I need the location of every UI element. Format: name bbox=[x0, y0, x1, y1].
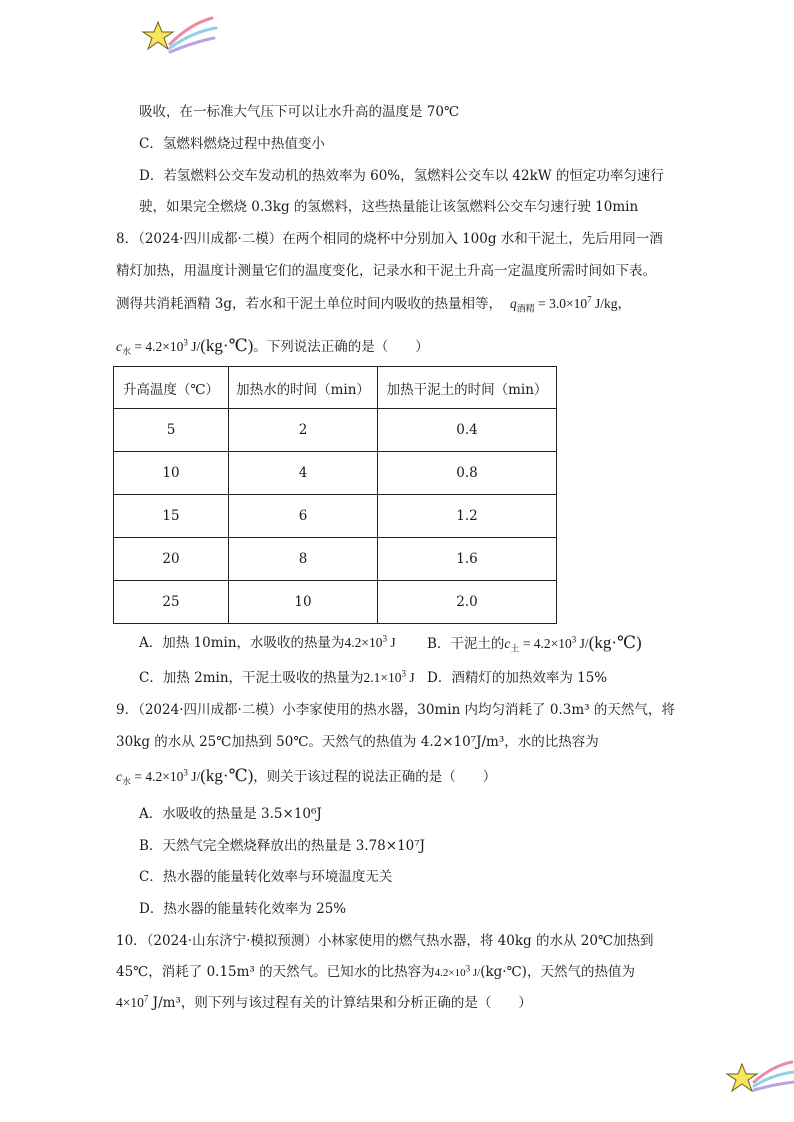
q10-stem-line1: 10．（2024·山东济宁·模拟预测）小林家使用的燃气热水器，将 40kg 的水从 20℃加热到 bbox=[116, 933, 654, 949]
q8-stem-line3: 测得共消耗酒精 3g，若水和干泥土单位时间内吸收的热量相等， $q_{酒精} = 3.0\times 10^7$ J/kg， bbox=[116, 294, 632, 314]
table-cell: 1.2 bbox=[378, 495, 557, 538]
table-cell: 8 bbox=[229, 538, 378, 581]
table-header-cell: 升高温度（℃） bbox=[114, 367, 229, 409]
q8-fuel-heat-value: $q_{酒精} = 3.0\times 10^7$ J/kg， bbox=[510, 294, 632, 314]
table-cell: 1.6 bbox=[378, 538, 557, 581]
table-cell: 0.8 bbox=[378, 452, 557, 495]
table-cell: 25 bbox=[114, 581, 229, 624]
q9-water-specific-heat: $c_水 = 4.2\times 10^3$ J/(kg·℃) bbox=[116, 766, 254, 787]
q8-option-c: C．加热 2min，干泥土吸收的热量为$2.1\times 10^3$ J bbox=[139, 668, 415, 686]
q9-stem-line3: $c_水 = 4.2\times 10^3$ J/(kg·℃)，则关于该过程的说法正确的是（ ） bbox=[116, 766, 497, 787]
heating-time-table bbox=[113, 366, 557, 624]
q9-option-d: D．热水器的能量转化效率为 25% bbox=[139, 901, 347, 917]
q7-option-d-line2: 驶，如果完全燃烧 0.3kg 的氢燃料，这些热量能让该氢燃料公交车匀速行驶 10min bbox=[139, 199, 639, 215]
q8-stem-line4: $c_水 = 4.2\times 10^3$ J/(kg·℃)。下列说法正确的是（ ） bbox=[116, 336, 429, 357]
table-header-row bbox=[114, 367, 557, 409]
q7-continuation: 吸收，在一标准大气压下可以让水升高的温度是 70℃ bbox=[139, 104, 460, 120]
table-cell: 6 bbox=[229, 495, 378, 538]
table-row bbox=[114, 581, 557, 624]
q9-stem-line2: 30kg 的水从 25℃加热到 50℃。天然气的热值为 4.2×10⁷J/m³，水的比热容为 bbox=[116, 734, 599, 750]
table-cell: 20 bbox=[114, 538, 229, 581]
q8-option-b: B．干泥土的$c_土 = 4.2\times 10^3$ J/(kg·℃) bbox=[427, 633, 642, 654]
shooting-star-icon bbox=[140, 14, 220, 60]
q9-stem-line1: 9．（2024·四川成都·二模）小李家使用的热水器，30min 内均匀消耗了 0.3m³ 的天然气，将 bbox=[116, 702, 675, 718]
table-row bbox=[114, 452, 557, 495]
q9-option-c: C．热水器的能量转化效率与环境温度无关 bbox=[139, 869, 393, 885]
q9-option-b: B．天然气完全燃烧释放出的热量是 3.78×10⁷J bbox=[139, 838, 426, 854]
shooting-star-icon bbox=[724, 1054, 794, 1100]
q7-option-c: C．氢燃料燃烧过程中热值变小 bbox=[139, 136, 325, 152]
q8-option-a: A．加热 10min，水吸收的热量为$4.2\times 10^3$ J bbox=[139, 633, 396, 651]
table-row bbox=[114, 538, 557, 581]
q8-water-specific-heat: $c_水 = 4.2\times 10^3$ J/(kg·℃) bbox=[116, 336, 254, 357]
q8-option-d: D．酒精灯的加热效率为 15% bbox=[427, 670, 608, 686]
q10-stem-line3: $4\times 10^7$ J/m³，则下列与该过程有关的计算结果和分析正确的是（ ） bbox=[116, 993, 532, 1011]
table-row bbox=[114, 409, 557, 452]
table-cell: 5 bbox=[114, 409, 229, 452]
q8-stem-line2: 精灯加热，用温度计测量它们的温度变化，记录水和干泥土升高一定温度所需时间如下表。 bbox=[116, 263, 656, 279]
table-header-cell: 加热水的时间（min） bbox=[229, 367, 378, 409]
q8-stem-line1: 8．（2024·四川成都·二模）在两个相同的烧杯中分别加入 100g 水和干泥土，先后用同一酒 bbox=[116, 231, 663, 247]
table-cell: 15 bbox=[114, 495, 229, 538]
q10-stem-line2: 45℃，消耗了 0.15m³ 的天然气。已知水的比热容为$4.2\times 10^3$ J/(kg·℃)，天然气的热值为 bbox=[116, 963, 635, 980]
table-cell: 10 bbox=[114, 452, 229, 495]
q9-option-a: A．水吸收的热量是 3.5×10⁶J bbox=[139, 806, 322, 822]
table-row bbox=[114, 495, 557, 538]
table-cell: 4 bbox=[229, 452, 378, 495]
table-cell: 0.4 bbox=[378, 409, 557, 452]
table-cell: 10 bbox=[229, 581, 378, 624]
table-cell: 2 bbox=[229, 409, 378, 452]
q7-option-d-line1: D．若氢燃料公交车发动机的热效率为 60%，氢燃料公交车以 42kW 的恒定功率匀速行 bbox=[139, 168, 664, 184]
table-header-cell: 加热干泥土的时间（min） bbox=[378, 367, 557, 409]
table-cell: 2.0 bbox=[378, 581, 557, 624]
